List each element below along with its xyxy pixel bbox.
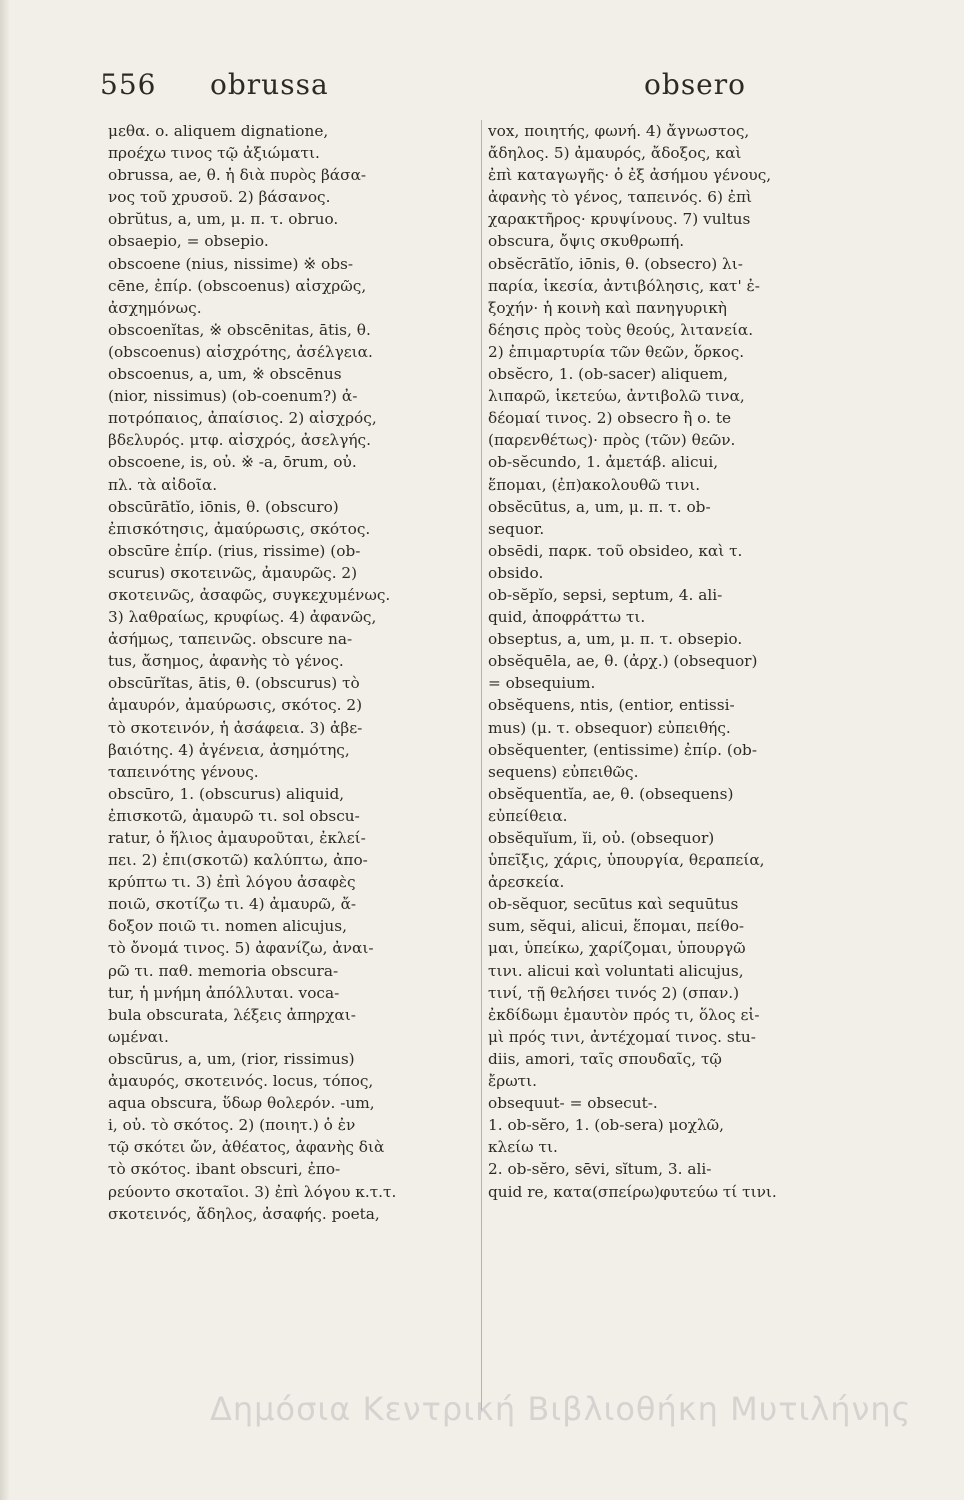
dictionary-line: μαι, ὑπείκω, χαρίζομαι, ὑπουργῶ <box>488 939 746 958</box>
dictionary-line: ratur, ὁ ἥλιος ἀμαυροῦται, ἐκλεί- <box>108 829 366 847</box>
dictionary-line: sum, sĕqui, alicui, ἕπομαι, πείθο- <box>488 917 745 936</box>
dictionary-line: νος τοῦ χρυσοῦ. 2) βάσανος. <box>108 188 331 207</box>
dictionary-line: aqua obscura, ὕδωρ θολερόν. -um, <box>108 1094 375 1113</box>
dictionary-line: = obsequium. <box>488 674 596 693</box>
dictionary-line: sequor. <box>488 519 545 538</box>
dictionary-line: obscūrātĭo, iōnis, θ. (obscuro) <box>108 497 339 516</box>
dictionary-line: obscūro, 1. (obscurus) aliquid, <box>108 784 345 803</box>
dictionary-line: παρία, ἱκεσία, ἀντιβόλησις, κατ' ἐ- <box>488 276 760 295</box>
dictionary-line: βαιότης. 4) ἀγένεια, ἀσημότης, <box>108 740 350 759</box>
dictionary-line: ἀφανὴς τὸ γένος, ταπεινός. 6) ἐπὶ <box>488 188 753 207</box>
dictionary-line: sequens) εὐπειθῶς. <box>488 762 639 781</box>
dictionary-line: μεθα. o. aliquem dignatione, <box>108 122 329 140</box>
dictionary-line: obrŭtus, a, um, μ. π. τ. obruo. <box>108 210 339 229</box>
dictionary-line: τὸ σκοτεινόν, ἡ ἀσάφεια. 3) ἀβε- <box>108 718 363 737</box>
dictionary-line: 2. ob-sĕro, sēvi, sĭtum, 3. ali- <box>488 1160 712 1179</box>
dictionary-line: πλ. τὰ αἰδοῖα. <box>108 475 218 494</box>
dictionary-line: ποιῶ, σκοτίζω τι. 4) ἀμαυρῶ, ἄ- <box>108 895 357 914</box>
dictionary-line: χαρακτῆρος· κρυψίνους. 7) vultus <box>488 210 751 229</box>
dictionary-line: εὐπείθεια. <box>488 806 568 825</box>
dictionary-line: obseptus, a, um, μ. π. τ. obsepio. <box>488 630 743 649</box>
dictionary-line: ρεύοντο σκοταῖοι. 3) ἐπὶ λόγου κ.τ.τ. <box>108 1182 397 1201</box>
dictionary-line: obrussa, ae, θ. ἡ διὰ πυρὸς βάσα- <box>108 166 367 185</box>
dictionary-line: προέχω τινος τῷ ἀξιώματι. <box>108 144 320 163</box>
dictionary-line: scurus) σκοτεινῶς, ἀμαυρῶς. 2) <box>108 563 358 582</box>
dictionary-line: ἐπὶ καταγωγῆς· ὁ ἐξ ἀσήμου γένους, <box>488 166 772 185</box>
dictionary-line: 3) λαθραίως, κρυφίως. 4) ἀφανῶς, <box>108 608 377 627</box>
dictionary-line: obsĕquenter, (entissime) ἐπίρ. (ob- <box>488 740 758 759</box>
page-edge <box>0 0 10 1500</box>
dictionary-line: obsĕquens, ntis, (entior, entissi- <box>488 696 735 715</box>
dictionary-line: obsĕcūtus, a, um, μ. π. τ. ob- <box>488 497 711 516</box>
first-guide-word: obrussa <box>210 68 329 101</box>
library-watermark: Δημόσια Κεντρική Βιβλιοθήκη Μυτιλήνης <box>210 1390 912 1428</box>
dictionary-line: πει. 2) ἐπι(σκοτῶ) καλύπτω, ἀπο- <box>108 851 368 870</box>
dictionary-line: (obscoenus) αἰσχρότης, ἀσέλγεια. <box>108 342 373 361</box>
column-divider <box>481 120 482 1410</box>
dictionary-line: obsĕquēla, ae, θ. (ἀρχ.) (obsequor) <box>488 652 758 671</box>
dictionary-line: ἔρωτι. <box>488 1072 537 1091</box>
dictionary-line: mus) (μ. τ. obsequor) εὐπειθής. <box>488 718 731 737</box>
page-number: 556 <box>100 68 157 101</box>
dictionary-line: λιπαρῶ, ἱκετεύω, ἀντιβολῶ τινα, <box>488 387 745 406</box>
dictionary-line: ἐπισκοτῶ, ἀμαυρῶ τι. sol obscu- <box>108 806 360 825</box>
dictionary-line: i, οὐ. τὸ σκότος. 2) (ποιητ.) ὁ ἐν <box>108 1116 356 1135</box>
dictionary-line: ἀσχημόνως. <box>108 298 202 317</box>
dictionary-line: τινι. alicui καὶ voluntati alicujus, <box>488 961 744 980</box>
dictionary-line: ωμέναι. <box>108 1027 169 1046</box>
dictionary-line: bula obscurata, λέξεις ἀπηρχαι- <box>108 1005 356 1024</box>
dictionary-line: ξοχήν· ἡ κοινὴ καὶ πανηγυρικὴ <box>488 298 727 317</box>
dictionary-line: quid, ἀποφράττω τι. <box>488 608 646 627</box>
dictionary-line: βδελυρός. μτφ. αἰσχρός, ἀσελγής. <box>108 431 371 450</box>
dictionary-line: obsequut- = obsecut-. <box>488 1094 658 1113</box>
dictionary-line: quid re, κατα(σπείρω)φυτεύω τί τινι. <box>488 1182 777 1201</box>
last-guide-word: obsero <box>644 68 746 101</box>
dictionary-line: ὑπεῖξις, χάρις, ὑπουργία, θεραπεία, <box>488 851 765 870</box>
dictionary-line: vox, ποιητής, φωνή. 4) ἄγνωστος, <box>488 122 750 140</box>
dictionary-line: τῷ σκότει ὤν, ἀθέατος, ἀφανὴς διὰ <box>108 1138 385 1157</box>
dictionary-line: obscura, ὄψις σκυθρωπή. <box>488 232 685 251</box>
dictionary-line: tur, ἡ μνήμη ἀπόλλυται. voca- <box>108 983 340 1002</box>
dictionary-line: ἀσήμως, ταπεινῶς. obscure na- <box>108 630 353 649</box>
dictionary-line: obsido. <box>488 563 544 582</box>
dictionary-line: obsĕcrātĭo, iōnis, θ. (obsecro) λι- <box>488 254 743 273</box>
dictionary-line: ἐπισκότησις, ἀμαύρωσις, σκότος. <box>108 519 371 538</box>
dictionary-line: ob-sĕcundo, 1. ἀμετάβ. alicui, <box>488 453 719 472</box>
dictionary-line: κλείω τι. <box>488 1138 558 1157</box>
dictionary-line: τινί, τῇ θελήσει τινός 2) (σπαν.) <box>488 983 740 1002</box>
dictionary-line: obscoene (nius, nissime) ※ obs- <box>108 254 354 273</box>
dictionary-line: obsĕcro, 1. (ob-sacer) aliquem, <box>488 365 729 384</box>
dictionary-line: (παρενθέτως)· πρὸς (τῶν) θεῶν. <box>488 431 736 450</box>
dictionary-line: obscoenus, a, um, ※ obscēnus <box>108 365 342 384</box>
dictionary-line: δέομαί τινος. 2) obsecro ἢ o. te <box>488 409 732 428</box>
dictionary-line: obscoenĭtas, ※ obscēnitas, ātis, θ. <box>108 320 371 339</box>
dictionary-line: ἀρεσκεία. <box>488 873 565 892</box>
dictionary-line: ἕπομαι, (ἐπ)ακολουθῶ τινι. <box>488 475 701 494</box>
dictionary-line: obscūre ἐπίρ. (rius, rissime) (ob- <box>108 541 361 560</box>
dictionary-line: τὸ ὄνομά τινος. 5) ἀφανίζω, ἀναι- <box>108 939 374 958</box>
dictionary-line: tus, ἄσημος, ἀφανὴς τὸ γένος. <box>108 652 344 671</box>
dictionary-line: ἀμαυρόν, ἀμαύρωσις, σκότος. 2) <box>108 696 363 715</box>
dictionary-line: ποτρόπαιος, ἀπαίσιος. 2) αἰσχρός, <box>108 409 377 428</box>
dictionary-line: ob-sĕquor, secūtus καὶ sequūtus <box>488 895 739 914</box>
dictionary-line: ρῶ τι. παθ. memoria obscura- <box>108 961 339 980</box>
dictionary-line: τὸ σκότος. ibant obscuri, ἐπο- <box>108 1160 341 1179</box>
dictionary-line: obscoene, is, οὐ. ※ -a, ōrum, οὐ. <box>108 453 357 472</box>
dictionary-line: σκοτεινός, ἄδηλος, ἀσαφής. poeta, <box>108 1204 380 1223</box>
dictionary-line: obscūrĭtas, ātis, θ. (obscurus) τὸ <box>108 674 360 693</box>
left-column <box>108 120 476 1225</box>
dictionary-line: obsĕquentĭa, ae, θ. (obsequens) <box>488 784 734 803</box>
dictionary-line: ταπεινότης γένους. <box>108 762 259 781</box>
dictionary-line: cēne, ἐπίρ. (obscoenus) αἰσχρῶς, <box>108 276 367 295</box>
dictionary-line: obscūrus, a, um, (rior, rissimus) <box>108 1049 355 1068</box>
dictionary-line: ἐκδίδωμι ἐμαυτὸν πρός τι, ὅλος εἰ- <box>488 1005 760 1024</box>
dictionary-line: μὶ πρός τινι, ἀντέχομαί τινος. stu- <box>488 1027 756 1046</box>
dictionary-line: ἀμαυρός, σκοτεινός. locus, τόπος, <box>108 1072 374 1091</box>
page-header <box>100 68 746 112</box>
dictionary-line: diis, amori, ταῖς σπουδαῖς, τῷ <box>488 1049 722 1068</box>
dictionary-line: obsĕquĭum, ĭi, οὐ. (obsequor) <box>488 829 715 847</box>
dictionary-line: σκοτεινῶς, ἀσαφῶς, συγκεχυμένως. <box>108 585 391 604</box>
right-column <box>488 120 864 1203</box>
dictionary-line: obsēdi, παρκ. τοῦ obsideo, καὶ τ. <box>488 541 743 560</box>
dictionary-line: 2) ἐπιμαρτυρία τῶν θεῶν, ὅρκος. <box>488 342 745 361</box>
dictionary-line: ob-sĕpĭo, sepsi, septum, 4. ali- <box>488 585 723 604</box>
dictionary-line: obsaepio, = obsepio. <box>108 232 269 251</box>
dictionary-line: ἄδηλος. 5) ἀμαυρός, ἄδοξος, καὶ <box>488 144 742 163</box>
dictionary-line: (nior, nissimus) (ob-coenum?) ἀ- <box>108 387 358 406</box>
dictionary-line: κρύπτω τι. 3) ἐπὶ λόγου ἀσαφὲς <box>108 873 356 892</box>
dictionary-line: 1. ob-sĕro, 1. (ob-sera) μοχλῶ, <box>488 1116 724 1135</box>
dictionary-line: δοξον ποιῶ τι. nomen alicujus, <box>108 917 347 936</box>
dictionary-line: δέησις πρὸς τοὺς θεούς, λιτανεία. <box>488 320 754 339</box>
